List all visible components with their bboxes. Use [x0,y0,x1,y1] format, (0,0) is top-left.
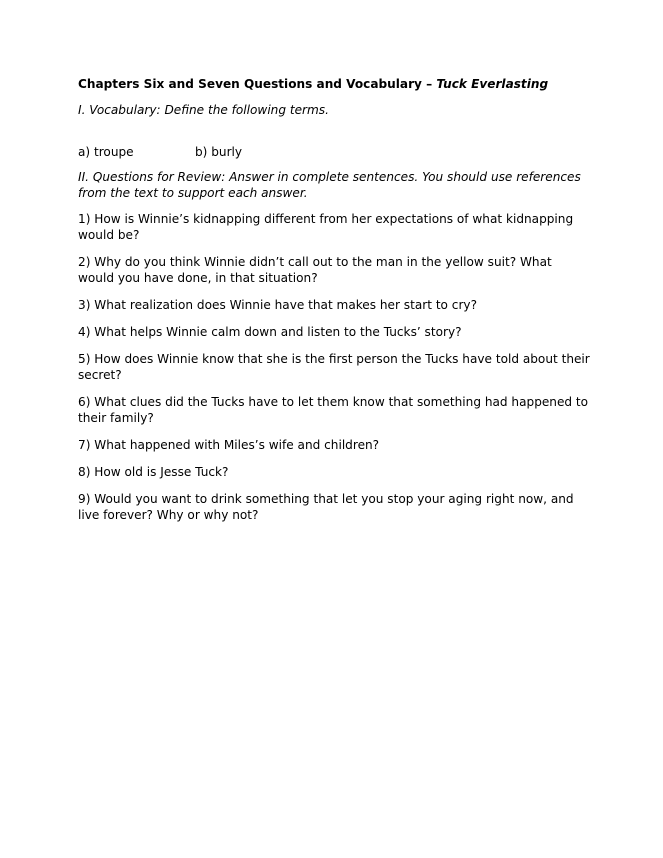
question-7: 7) What happened with Miles’s wife and children? [78,438,380,452]
document-title [78,76,590,92]
question-3: 3) What realization does Winnie have that makes her start to cry? [78,298,477,312]
vocab-term-troupe: a) troupe [78,145,134,159]
question-9: 9) Would you want to drink something that let you stop your aging right now, and live forever? Why or why not? [78,492,574,522]
review-heading: II. Questions for Review: Answer in complete sentences. You should use references from the text to support each answer. [78,170,581,200]
vocabulary-terms [78,144,590,160]
question-4: 4) What helps Winnie calm down and listen to the Tucks’ story? [78,325,462,339]
question-1: 1) How is Winnie’s kidnapping different from her expectations of what kidnapping would be? [78,212,574,242]
document-page [78,76,590,534]
vocabulary-heading: I. Vocabulary: Define the following terms. [78,103,329,117]
question-2: 2) Why do you think Winnie didn’t call out to the man in the yellow suit? What would you have done, in that situation? [78,255,552,285]
title-main: Chapters Six and Seven Questions and Vocabulary – [78,77,437,91]
vocab-term-burly: b) burly [195,145,243,159]
question-6: 6) What clues did the Tucks have to let them know that something had happened to their family? [78,395,589,425]
title-book: Tuck Everlasting [436,77,549,91]
question-5: 5) How does Winnie know that she is the first person the Tucks have told about their secret? [78,352,590,382]
question-8: 8) How old is Jesse Tuck? [78,465,229,479]
